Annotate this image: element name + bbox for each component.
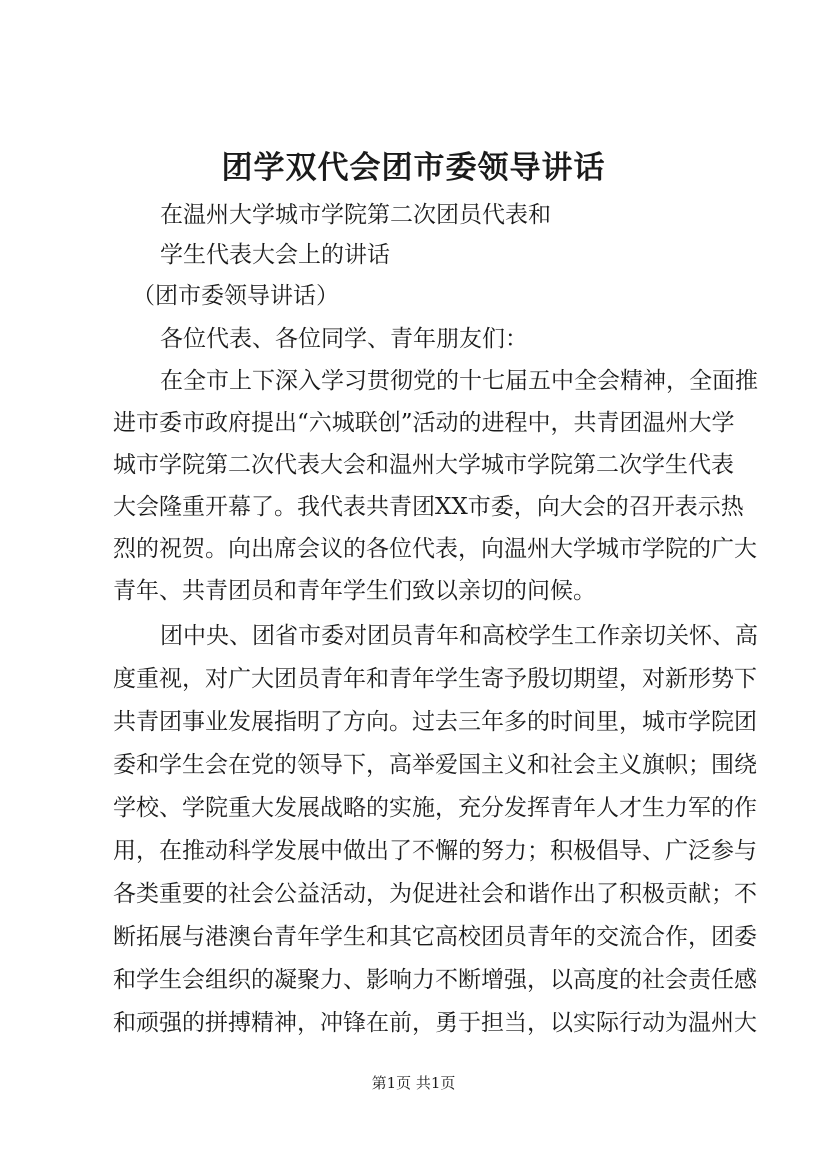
paragraph-line: 和学生会组织的凝聚力、影响力不断增强，以高度的社会责任感 <box>113 967 757 993</box>
paragraph-line: 学校、学院重大发展战略的实施，充分发挥青年人才生力军的作 <box>113 795 757 821</box>
page-footer: 第1页 共1页 <box>371 1074 456 1092</box>
paragraph-line: 度重视，对广大团员青年和青年学生寄予殷切期望，对新形势下 <box>113 666 757 692</box>
paragraph-line: 大会隆重开幕了。我代表共青团XX市委，向大会的召开表示热 <box>113 494 744 520</box>
paragraph-line: 委和学生会在党的领导下，高举爱国主义和社会主义旗帜；围绕 <box>113 752 757 778</box>
paragraph-line: 青年、共青团员和青年学生们致以亲切的问候。 <box>113 578 596 604</box>
paragraph-line: 和顽强的拼搏精神，冲锋在前，勇于担当，以实际行动为温州大 <box>113 1010 757 1036</box>
paragraph-line: 团中央、团省市委对团员青年和高校学生工作亲切关怀、高 <box>160 623 758 649</box>
subtitle-line-1: 在温州大学城市学院第二次团员代表和 <box>160 202 551 228</box>
paragraph-line: 在全市上下深入学习贯彻党的十七届五中全会精神，全面推 <box>160 368 758 394</box>
paragraph-line: 进市委市政府提出“六城联创”活动的进程中，共青团温州大学 <box>113 410 735 436</box>
paragraph-line: 烈的祝贺。向出席会议的各位代表，向温州大学城市学院的广大 <box>113 536 757 562</box>
salutation: 各位代表、各位同学、青年朋友们： <box>160 326 528 352</box>
paragraph-line: 各类重要的社会公益活动，为促进社会和谐作出了积极贡献；不 <box>113 881 757 907</box>
paragraph-line: 共青团事业发展指明了方向。过去三年多的时间里，城市学院团 <box>113 709 757 735</box>
paragraph-line: 用，在推动科学发展中做出了不懈的努力；积极倡导、广泛参与 <box>113 838 757 864</box>
subtitle-line-2: 学生代表大会上的讲话 <box>160 242 390 268</box>
document-title: 团学双代会团市委领导讲话 <box>221 150 606 186</box>
speaker-line: （团市委领导讲话） <box>132 283 339 309</box>
paragraph-line: 城市学院第二次代表大会和温州大学城市学院第二次学生代表 <box>113 452 734 478</box>
paragraph-line: 断拓展与港澳台青年学生和其它高校团员青年的交流合作，团委 <box>113 924 757 950</box>
